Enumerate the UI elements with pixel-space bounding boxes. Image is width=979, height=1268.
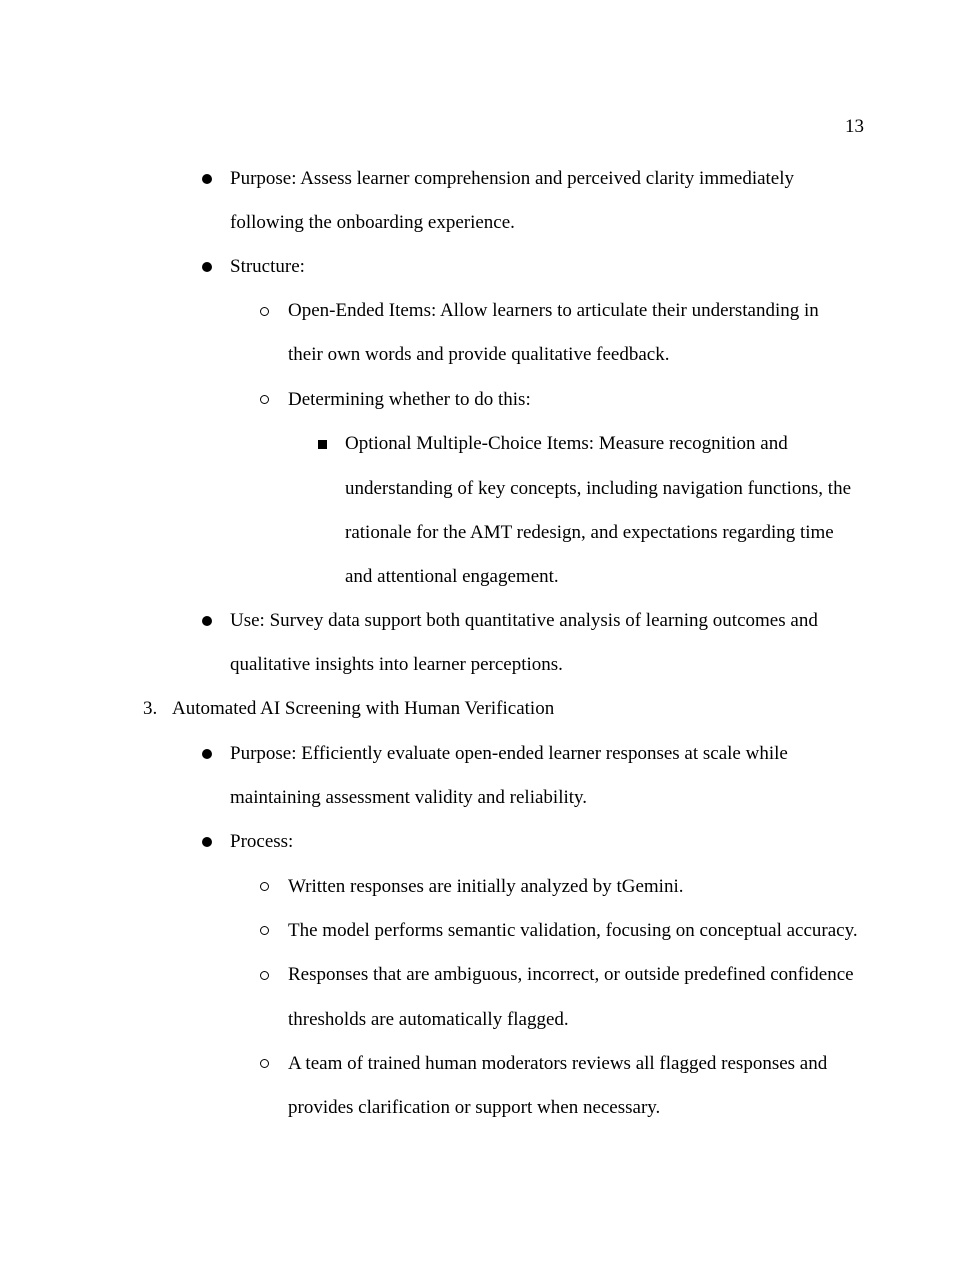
use-line-2: qualitative insights into learner perceptions. xyxy=(230,654,563,675)
use-line-1: Use: Survey data support both quantitative analysis of learning outcomes and xyxy=(230,610,818,631)
optional-mc-line-3: rationale for the AMT redesign, and expectations regarding time xyxy=(345,522,834,543)
determining-label: Determining whether to do this: xyxy=(288,389,531,410)
flagged-line-1: Responses that are ambiguous, incorrect, or outside predefined confidence xyxy=(288,964,854,985)
written-responses: Written responses are initially analyzed by tGemini. xyxy=(288,876,684,897)
bullet-circle-icon xyxy=(260,971,269,980)
bullet-disc-icon xyxy=(202,837,212,847)
bullet-disc-icon xyxy=(202,616,212,626)
purpose-1-line-2: following the onboarding experience. xyxy=(230,212,515,233)
moderators-line-2: provides clarification or support when necessary. xyxy=(288,1097,661,1118)
optional-mc-line-4: and attentional engagement. xyxy=(345,566,559,587)
semantic-validation: The model performs semantic validation, focusing on conceptual accuracy. xyxy=(288,920,858,941)
flagged-line-2: thresholds are automatically flagged. xyxy=(288,1009,569,1030)
bullet-square-icon xyxy=(318,440,327,449)
section-3-number: 3. xyxy=(143,698,158,719)
page-number: 13 xyxy=(845,116,864,137)
bullet-disc-icon xyxy=(202,262,212,272)
process-label: Process: xyxy=(230,831,294,852)
bullet-circle-icon xyxy=(260,882,269,891)
purpose-2-line-1: Purpose: Efficiently evaluate open-ended learner responses at scale while xyxy=(230,743,788,764)
bullet-circle-icon xyxy=(260,1059,269,1068)
bullet-circle-icon xyxy=(260,307,269,316)
optional-mc-line-2: understanding of key concepts, including navigation functions, the xyxy=(345,478,852,499)
bullet-circle-icon xyxy=(260,395,269,404)
bullet-disc-icon xyxy=(202,749,212,759)
bullet-circle-icon xyxy=(260,926,269,935)
moderators-line-1: A team of trained human moderators reviews all flagged responses and xyxy=(288,1053,828,1074)
optional-mc-line-1: Optional Multiple-Choice Items: Measure recognition and xyxy=(345,433,788,454)
section-3-title: Automated AI Screening with Human Verification xyxy=(172,698,555,719)
structure-label: Structure: xyxy=(230,256,305,277)
bullet-disc-icon xyxy=(202,174,212,184)
purpose-1-line-1: Purpose: Assess learner comprehension and perceived clarity immediately xyxy=(230,168,795,189)
purpose-2-line-2: maintaining assessment validity and reliability. xyxy=(230,787,588,808)
open-ended-line-2: their own words and provide qualitative feedback. xyxy=(288,344,670,365)
open-ended-line-1: Open-Ended Items: Allow learners to articulate their understanding in xyxy=(288,300,819,321)
